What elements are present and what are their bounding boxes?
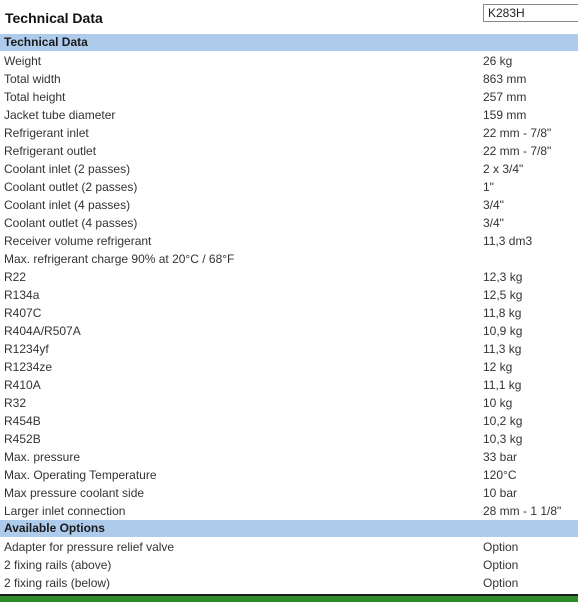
table-row: [0, 268, 578, 286]
row-value: 10,9 kg: [483, 324, 523, 338]
row-value: 11,3 kg: [483, 342, 522, 356]
row-value: 3/4": [483, 216, 504, 230]
row-label: Coolant outlet (2 passes): [4, 180, 138, 194]
table-row: [0, 376, 578, 394]
row-value: 11,3 dm3: [483, 234, 533, 248]
row-value: 12 kg: [483, 360, 513, 374]
table-row: [0, 502, 578, 520]
row-label: Larger inlet connection: [4, 504, 126, 518]
row-value: 26 kg: [483, 54, 513, 68]
footer-bar: [0, 596, 578, 602]
row-value: 10 kg: [483, 396, 513, 410]
row-label: Max. refrigerant charge 90% at 20°C / 68°F: [4, 252, 235, 266]
table-row: [0, 430, 578, 448]
table-row: [0, 160, 578, 178]
row-label: 2 fixing rails (below): [4, 576, 111, 590]
row-value: 10,2 kg: [483, 414, 523, 428]
row-value: 257 mm: [483, 90, 527, 104]
table-row: [0, 538, 578, 556]
row-value: 22 mm - 7/8": [483, 126, 552, 140]
table-row: [0, 142, 578, 160]
row-label: R410A: [4, 378, 41, 392]
table-row: [0, 124, 578, 142]
row-label: Refrigerant inlet: [4, 126, 89, 140]
row-label: Max. Operating Temperature: [4, 468, 157, 482]
row-label: Max pressure coolant side: [4, 486, 145, 500]
row-label: R1234ze: [4, 360, 53, 374]
table-row: [0, 88, 578, 106]
row-value: Option: [483, 558, 519, 572]
row-label: Total height: [4, 90, 66, 104]
row-label: R452B: [4, 432, 41, 446]
table-row: [0, 196, 578, 214]
row-label: R404A/R507A: [4, 324, 81, 338]
row-label: Weight: [4, 54, 42, 68]
model-field[interactable]: K283H: [483, 4, 578, 22]
table-row: [0, 448, 578, 466]
row-value: 1": [483, 180, 494, 194]
section-header: Technical Data: [0, 34, 578, 52]
row-value: Option: [483, 576, 519, 590]
table-row: [0, 466, 578, 484]
row-label: Receiver volume refrigerant: [4, 234, 152, 248]
table-row: [0, 412, 578, 430]
table-row: [0, 322, 578, 340]
row-label: R32: [4, 396, 27, 410]
table-row: [0, 250, 578, 268]
row-value: 3/4": [483, 198, 504, 212]
table-row: [0, 52, 578, 70]
table-row: [0, 178, 578, 196]
row-value: 28 mm - 1 1/8": [483, 504, 562, 518]
row-value: 120°C: [483, 468, 517, 482]
table-row: [0, 574, 578, 592]
row-label: Coolant inlet (2 passes): [4, 162, 131, 176]
row-label: Jacket tube diameter: [4, 108, 116, 122]
section-header: Available Options: [0, 520, 578, 538]
row-label: R134a: [4, 288, 40, 302]
row-label: R454B: [4, 414, 41, 428]
table-row: [0, 70, 578, 88]
row-value: 2 x 3/4": [483, 162, 524, 176]
row-label: Total width: [4, 72, 61, 86]
row-label: R22: [4, 270, 27, 284]
page-title: Technical Data: [5, 10, 103, 26]
row-label: R407C: [4, 306, 42, 320]
table-row: [0, 304, 578, 322]
table-row: [0, 394, 578, 412]
row-value: 12,5 kg: [483, 288, 523, 302]
row-value: 11,8 kg: [483, 306, 522, 320]
row-value: Option: [483, 540, 519, 554]
row-value: 11,1 kg: [483, 378, 522, 392]
row-label: Coolant outlet (4 passes): [4, 216, 138, 230]
row-label: Refrigerant outlet: [4, 144, 97, 158]
technical-data-table: [0, 34, 578, 592]
table-row: [0, 340, 578, 358]
page-header: [0, 0, 578, 34]
table-row: [0, 214, 578, 232]
table-row: [0, 286, 578, 304]
row-value: 863 mm: [483, 72, 527, 86]
row-value: 159 mm: [483, 108, 527, 122]
row-value: 22 mm - 7/8": [483, 144, 552, 158]
row-label: Adapter for pressure relief valve: [4, 540, 175, 554]
table-row: [0, 484, 578, 502]
table-row: [0, 556, 578, 574]
table-row: [0, 358, 578, 376]
table-row: [0, 232, 578, 250]
row-label: Coolant inlet (4 passes): [4, 198, 131, 212]
row-label: 2 fixing rails (above): [4, 558, 112, 572]
row-value: 10 bar: [483, 486, 518, 500]
row-value: 12,3 kg: [483, 270, 523, 284]
row-value: 10,3 kg: [483, 432, 523, 446]
table-row: [0, 106, 578, 124]
row-label: R1234yf: [4, 342, 49, 356]
row-label: Max. pressure: [4, 450, 81, 464]
row-value: 33 bar: [483, 450, 518, 464]
